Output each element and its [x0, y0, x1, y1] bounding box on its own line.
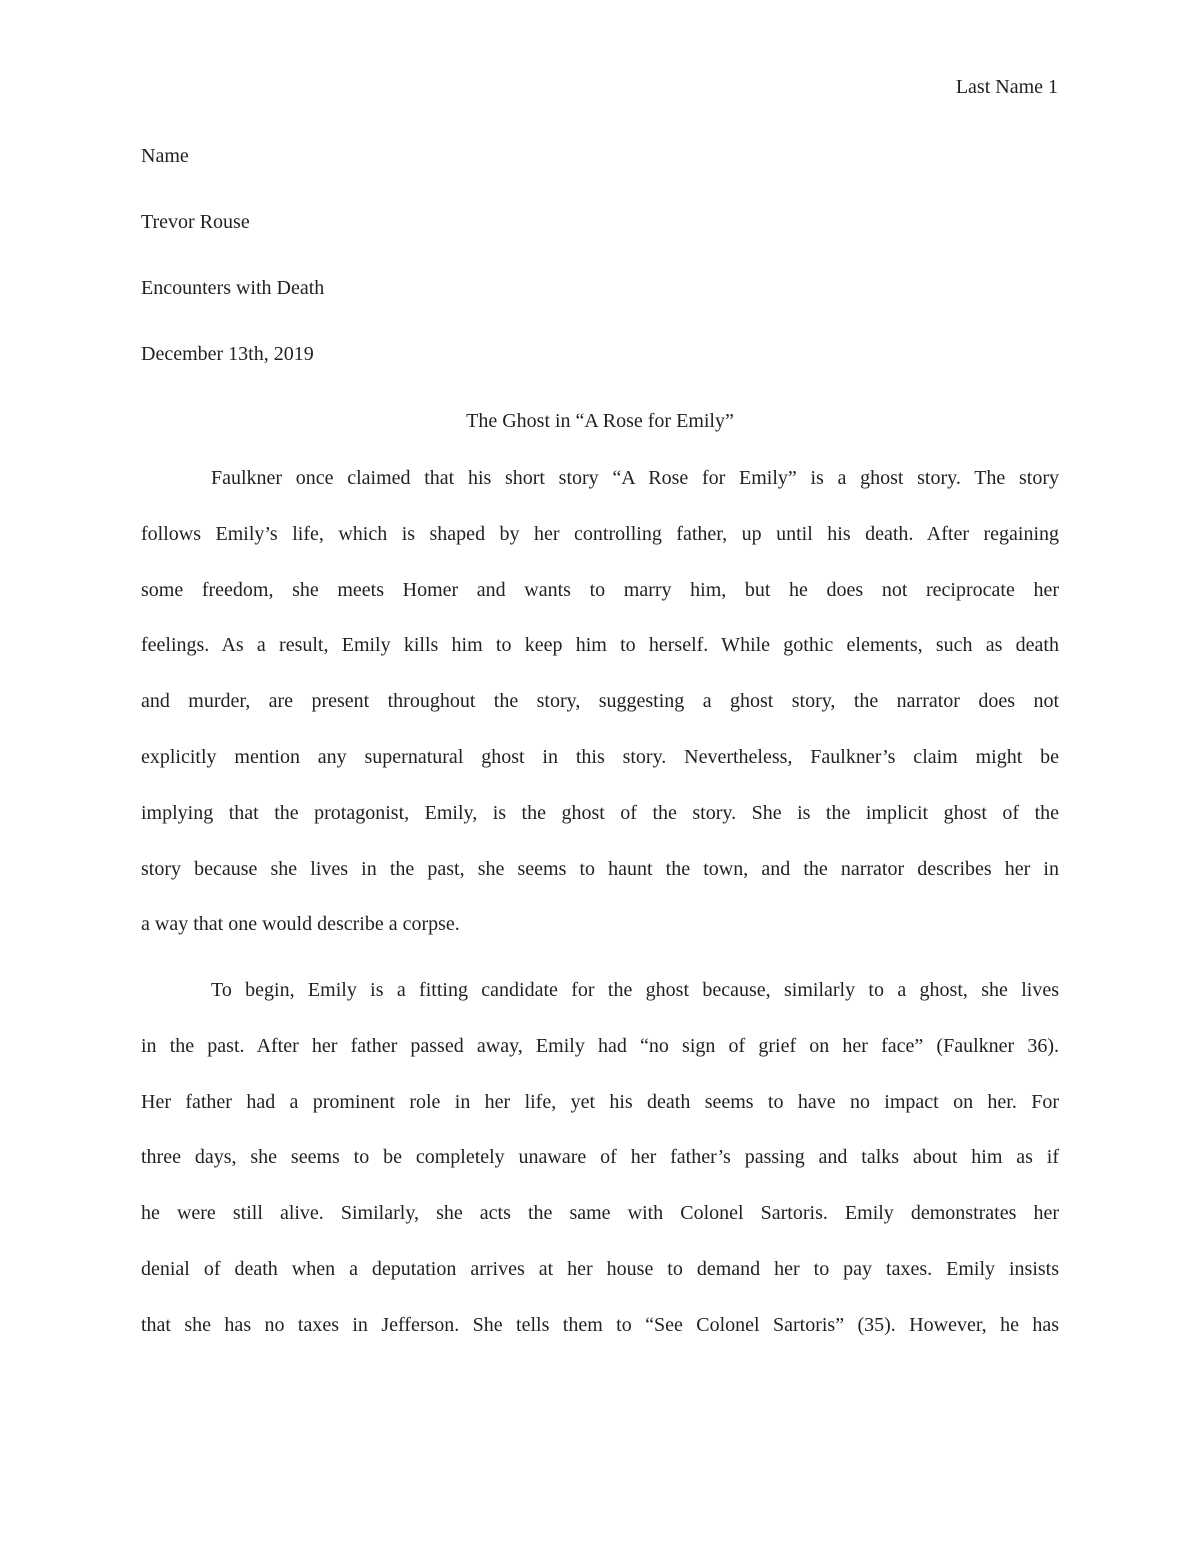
- paragraph-line: that she has no taxes in Jefferson. She tells them to “See Colonel Sartoris” (35). However, he has: [141, 1313, 1059, 1336]
- paragraph-line: follows Emily’s life, which is shaped by her controlling father, up until his death. After regaining: [141, 522, 1059, 545]
- instructor-name: Trevor Rouse: [141, 211, 250, 233]
- paragraph-line: three days, she seems to be completely unaware of her father’s passing and talks about him as if: [141, 1146, 1059, 1169]
- student-name: Name: [141, 145, 189, 167]
- paragraph-line: Her father had a prominent role in her life, yet his death seems to have no impact on her. For: [141, 1090, 1059, 1113]
- essay-date: December 13th, 2019: [141, 343, 314, 365]
- paragraph-line: he were still alive. Similarly, she acts the same with Colonel Sartoris. Emily demonstrates her: [141, 1202, 1059, 1225]
- mla-heading: [141, 141, 1059, 405]
- paragraph-line: some freedom, she meets Homer and wants to marry him, but he does not reciprocate her: [141, 578, 1059, 601]
- paragraph-line: implying that the protagonist, Emily, is the ghost of the story. She is the implicit ghost of the: [141, 801, 1059, 824]
- paragraph-line: a way that one would describe a corpse.: [141, 913, 460, 936]
- paragraph-line: in the past. After her father passed away, Emily had “no sign of grief on her face” (Faulkner 36).: [141, 1034, 1059, 1057]
- paragraph-line: explicitly mention any supernatural ghost in this story. Nevertheless, Faulkner’s claim might be: [141, 745, 1059, 768]
- paragraph-line: denial of death when a deputation arrives at her house to demand her to pay taxes. Emily insists: [141, 1257, 1059, 1280]
- paragraph-line: feelings. As a result, Emily kills him to keep him to herself. While gothic elements, such as death: [141, 634, 1059, 657]
- paragraph-line: Faulkner once claimed that his short story “A Rose for Emily” is a ghost story. The story: [211, 467, 1059, 489]
- running-head: Last Name 1: [955, 76, 1058, 98]
- paragraph-line: and murder, are present throughout the story, suggesting a ghost story, the narrator does not: [141, 690, 1059, 713]
- essay-title: The Ghost in “A Rose for Emily”: [466, 410, 734, 432]
- body-paragraph: [141, 463, 1059, 965]
- course-name: Encounters with Death: [141, 277, 325, 299]
- paragraph-line: To begin, Emily is a fitting candidate for the ghost because, similarly to a ghost, she lives: [211, 979, 1059, 1001]
- body-paragraph: [141, 975, 1059, 1366]
- paragraph-line: story because she lives in the past, she seems to haunt the town, and the narrator describes her in: [141, 857, 1059, 880]
